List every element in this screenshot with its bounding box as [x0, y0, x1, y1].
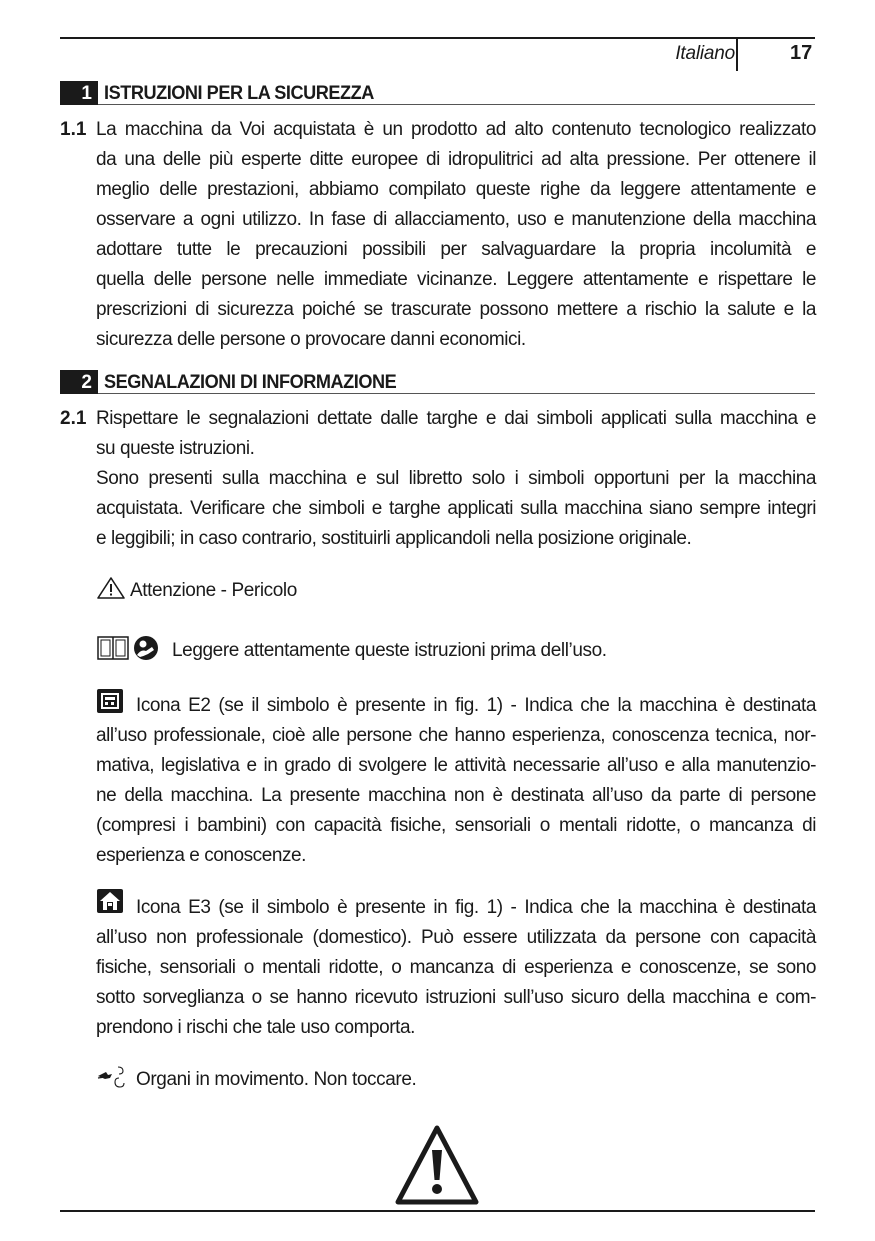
paragraph-line: all’uso professionale, cioè alle persone che hanno esperienza, conoscenza tecnica, nor- [96, 725, 816, 746]
paragraph-line: prescrizioni di sicurezza poiché se trascurate possono mettere a rischio la salute e la [96, 299, 816, 320]
paragraph-line: fisiche, sensoriali o mentali ridotte, o mancanza di esperienza e conoscenze, se sono [96, 957, 816, 978]
top-rule [60, 37, 815, 39]
symbol-moving-parts-row [96, 1064, 416, 1096]
section-2-title: SEGNALAZIONI DI INFORMAZIONE [104, 371, 397, 393]
paragraph-line: Icona E2 (se il simbolo è presente in fig. 1) - Indica che la macchina è destinata [136, 695, 816, 716]
paragraph-line: quella delle persone nelle immediate vicinanze. Leggere attentamente e rispettare le [96, 269, 816, 290]
symbol-read-manual-row [96, 634, 607, 668]
header-language: Italiano [675, 43, 735, 64]
warning-triangle-icon [96, 576, 126, 606]
paragraph-line: sotto sorveglianza o se hanno ricevuto istruzioni sull’uso sicuro della macchina e com- [96, 987, 816, 1008]
symbol-warning-text: Attenzione - Pericolo [130, 580, 297, 601]
read-manual-icon [96, 634, 166, 668]
paragraph-line: Sono presenti sulla macchina e sul libretto solo i simboli opportuni per la macchina [96, 468, 816, 489]
symbol-warning-row [96, 576, 297, 606]
paragraph-line: prendono i rischi che tale uso comporta. [96, 1017, 415, 1038]
paragraph-line: adottare tutte le precauzioni possibili per salvaguardare la propria incolumità e [96, 239, 816, 260]
paragraph-2-1 [96, 404, 816, 554]
section-2-underline [98, 393, 815, 394]
paragraph-line: (compresi i bambini) con capacità fisiche, sensoriali o mentali ridotte, o mancanza di [96, 815, 816, 836]
section-2-number: 2 [60, 370, 98, 394]
bottom-rule [60, 1210, 815, 1212]
section-1-underline [98, 104, 815, 105]
symbol-read-manual-text: Leggere attentamente queste istruzioni prima dell’uso. [172, 640, 607, 661]
paragraph-line: su queste istruzioni. [96, 438, 255, 459]
paragraph-line: meglio delle prestazioni, abbiamo compilato queste righe da leggere attentamente e [96, 179, 816, 200]
paragraph-line: sicurezza delle persone o provocare danni economici. [96, 329, 526, 350]
paragraph-line: acquistata. Verificare che simboli e targhe applicati sulla macchina siano sempre integri [96, 498, 816, 519]
paragraph-line: da una delle più esperte ditte europee di idropulitrici ad alta pressione. Per ottenere il [96, 149, 816, 170]
paragraph-line: Icona E3 (se il simbolo è presente in fig. 1) - Indica che la macchina è destinata [136, 897, 816, 918]
paragraph-line: ne della macchina. La presente macchina non è destinata all’uso da parte di persone [96, 785, 816, 806]
paragraph-line: esperienza e conoscenze. [96, 845, 306, 866]
paragraph-line: La macchina da Voi acquistata è un prodotto ad alto contenuto tecnologico realizzato [96, 119, 816, 140]
section-1-title: ISTRUZIONI PER LA SICUREZZA [104, 82, 374, 104]
paragraph-1-1 [96, 115, 816, 355]
section-1-number: 1 [60, 81, 98, 105]
symbol-e3-description [96, 893, 816, 1043]
moving-parts-icon [96, 1064, 128, 1096]
large-warning-icon [394, 1124, 480, 1211]
paragraph-line: e leggibili; in caso contrario, sostituirli applicandoli nella posizione originale. [96, 528, 692, 549]
paragraph-line: mativa, legislativa e in grado di svolgere le attività necessarie all’uso e alla manutenzio- [96, 755, 816, 776]
paragraph-line: all’uso non professionale (domestico). Può essere utilizzata da persone con capacità [96, 927, 816, 948]
paragraph-line: Rispettare le segnalazioni dettate dalle targhe e dai simboli applicati sulla macchina e [96, 408, 816, 429]
page-number: 17 [790, 42, 813, 64]
paragraph-line: osservare a ogni utilizzo. In fase di allacciamento, uso e manutenzione della macchina [96, 209, 816, 230]
paragraph-2-1-number: 2.1 [60, 408, 87, 429]
section-2-heading [60, 370, 815, 394]
section-1-heading [60, 81, 815, 105]
symbol-moving-parts-text: Organi in movimento. Non toccare. [136, 1069, 417, 1090]
symbol-e2-description [96, 691, 816, 871]
paragraph-1-1-number: 1.1 [60, 119, 87, 140]
header-separator [736, 39, 738, 71]
